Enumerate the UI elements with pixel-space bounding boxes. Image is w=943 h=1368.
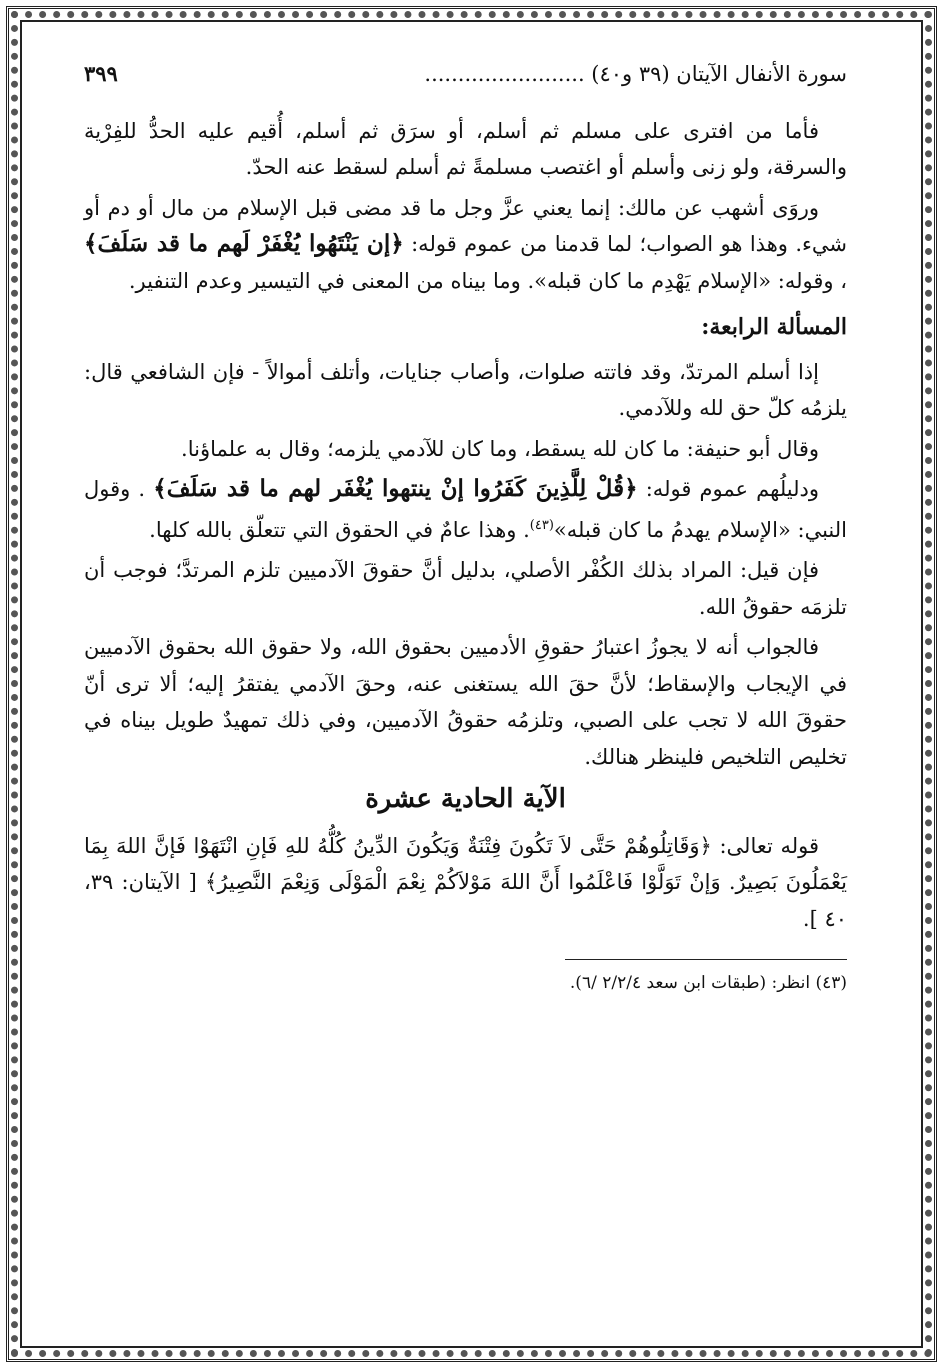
paragraph: وقال أبو حنيفة: ما كان لله يسقط، وما كان للآدمي يلزمه؛ وقال به علماؤنا. bbox=[181, 436, 819, 461]
paragraph: فإن قيل: المراد بذلك الكُفْر الأصلي، بدليل أنَّ حقوقَ الآدميين تلزم المرتدَّ؛ فوجب أن تلزمَه حقوقُ الله. bbox=[84, 558, 847, 619]
paragraph: فأما من افترى على مسلم ثم أسلم، أو سرَق ثم أسلم، أُقيم عليه الحدُّ للفِرْية والسرقة، ولو زنى وأسلم أو اغتصب مسلمةً ثم أسلم لسقط عنه الحدّ. bbox=[84, 118, 847, 179]
paragraph: فالجواب أنه لا يجوزُ اعتبارُ حقوقِ الأدميين بحقوق الله، ولا حقوق الله بحقوق الآدميين في الإيجاب والإسقاط؛ لأنَّ حقَ الله يستغنى عنه، وحقَ الآدمي يفتقرُ إليه؛ ألا ترى أنّ حقوقَ الله لا تجب على الصبي، وتلزمُه حقوقُ الآدميين، وفي ذلك تمهيدٌ طويل بيناه في تخليص التلخيص فلينظر هنالك. bbox=[84, 635, 847, 769]
quran-quote: ﴿وَقَاتِلُوهُمْ حَتَّى لاَ تَكُونَ فِتْنَةٌ وَيَكُونَ الدِّينُ كُلُّهُ للهِ فَإنِ انْتَهَوْا فَإنَّ اللهَ بِمَا يَعْمَلُونَ بَصِيرٌ. وَإنْ تَوَلَّوْا فَاعْلَمُوا أَنَّ اللهَ مَوْلاَكُمْ نِعْمَ الْمَوْلَى وَنِعْمَ النَّصِيرُ﴾ bbox=[84, 833, 848, 894]
running-header bbox=[84, 56, 847, 93]
paragraph: إذا أسلم المرتدّ، وقد فاتته صلوات، وأصاب جنايات، وأتلف أموالاً - فإن الشافعي قال: يلزمُه كلّ حق لله وللآدمي. bbox=[84, 359, 847, 420]
text-run: قوله تعالى: bbox=[719, 833, 819, 858]
footnote: (٤٣) انظر: (طبقات ابن سعد ٢/٢/٤ /٦). bbox=[569, 973, 847, 993]
quran-quote: ﴿قُلْ لِلَّذِينَ كَفَرُوا إنْ ينتهوا يُغْفَر لهم ما قد سَلَفَ﴾ bbox=[153, 475, 638, 502]
text-run: [ الآيتان: ٣٩، ٤٠ ]. bbox=[84, 870, 847, 931]
paragraph bbox=[84, 190, 847, 300]
verse-heading: الآية الحادية عشرة bbox=[365, 784, 566, 814]
page-number: ٣٩٩ bbox=[84, 61, 118, 86]
page-content bbox=[84, 56, 847, 1000]
section-heading: المسألة الرابعة: bbox=[701, 314, 847, 340]
footnote-marker: (٤٣) bbox=[529, 517, 554, 533]
text-run: . وهذا عامٌ في الحقوق التي تتعلّق بالله كلها. bbox=[149, 517, 530, 542]
paragraph bbox=[84, 828, 847, 938]
paragraph bbox=[84, 471, 847, 548]
text-run: ودليلُهم عموم قوله: bbox=[645, 477, 820, 501]
running-title: سورة الأنفال الآيتان (٣٩ و٤٠) ........................ bbox=[424, 62, 847, 86]
text-run: ، وقوله: «الإسلام يَهْدِم ما كان قبله». وما بيناه من المعنى في التيسير وعدم التنفير. bbox=[128, 268, 847, 293]
text-run: . وقول النبي: «الإسلام يهدمُ ما كان قبله» bbox=[84, 477, 847, 542]
footnote-divider bbox=[565, 959, 847, 960]
quran-quote: ﴿إن يَنْتَهُوا يُغْفَرْ لَهم ما قد سَلَفَ﴾ bbox=[84, 230, 404, 257]
text-run: وروَى أشهب عن مالك: إنما يعني عزَّ وجل ما قد مضى قبل الإسلام من مال أو دم أو شيء. وهذا هو الصواب؛ لما قدمنا من عموم قوله: bbox=[84, 195, 847, 256]
